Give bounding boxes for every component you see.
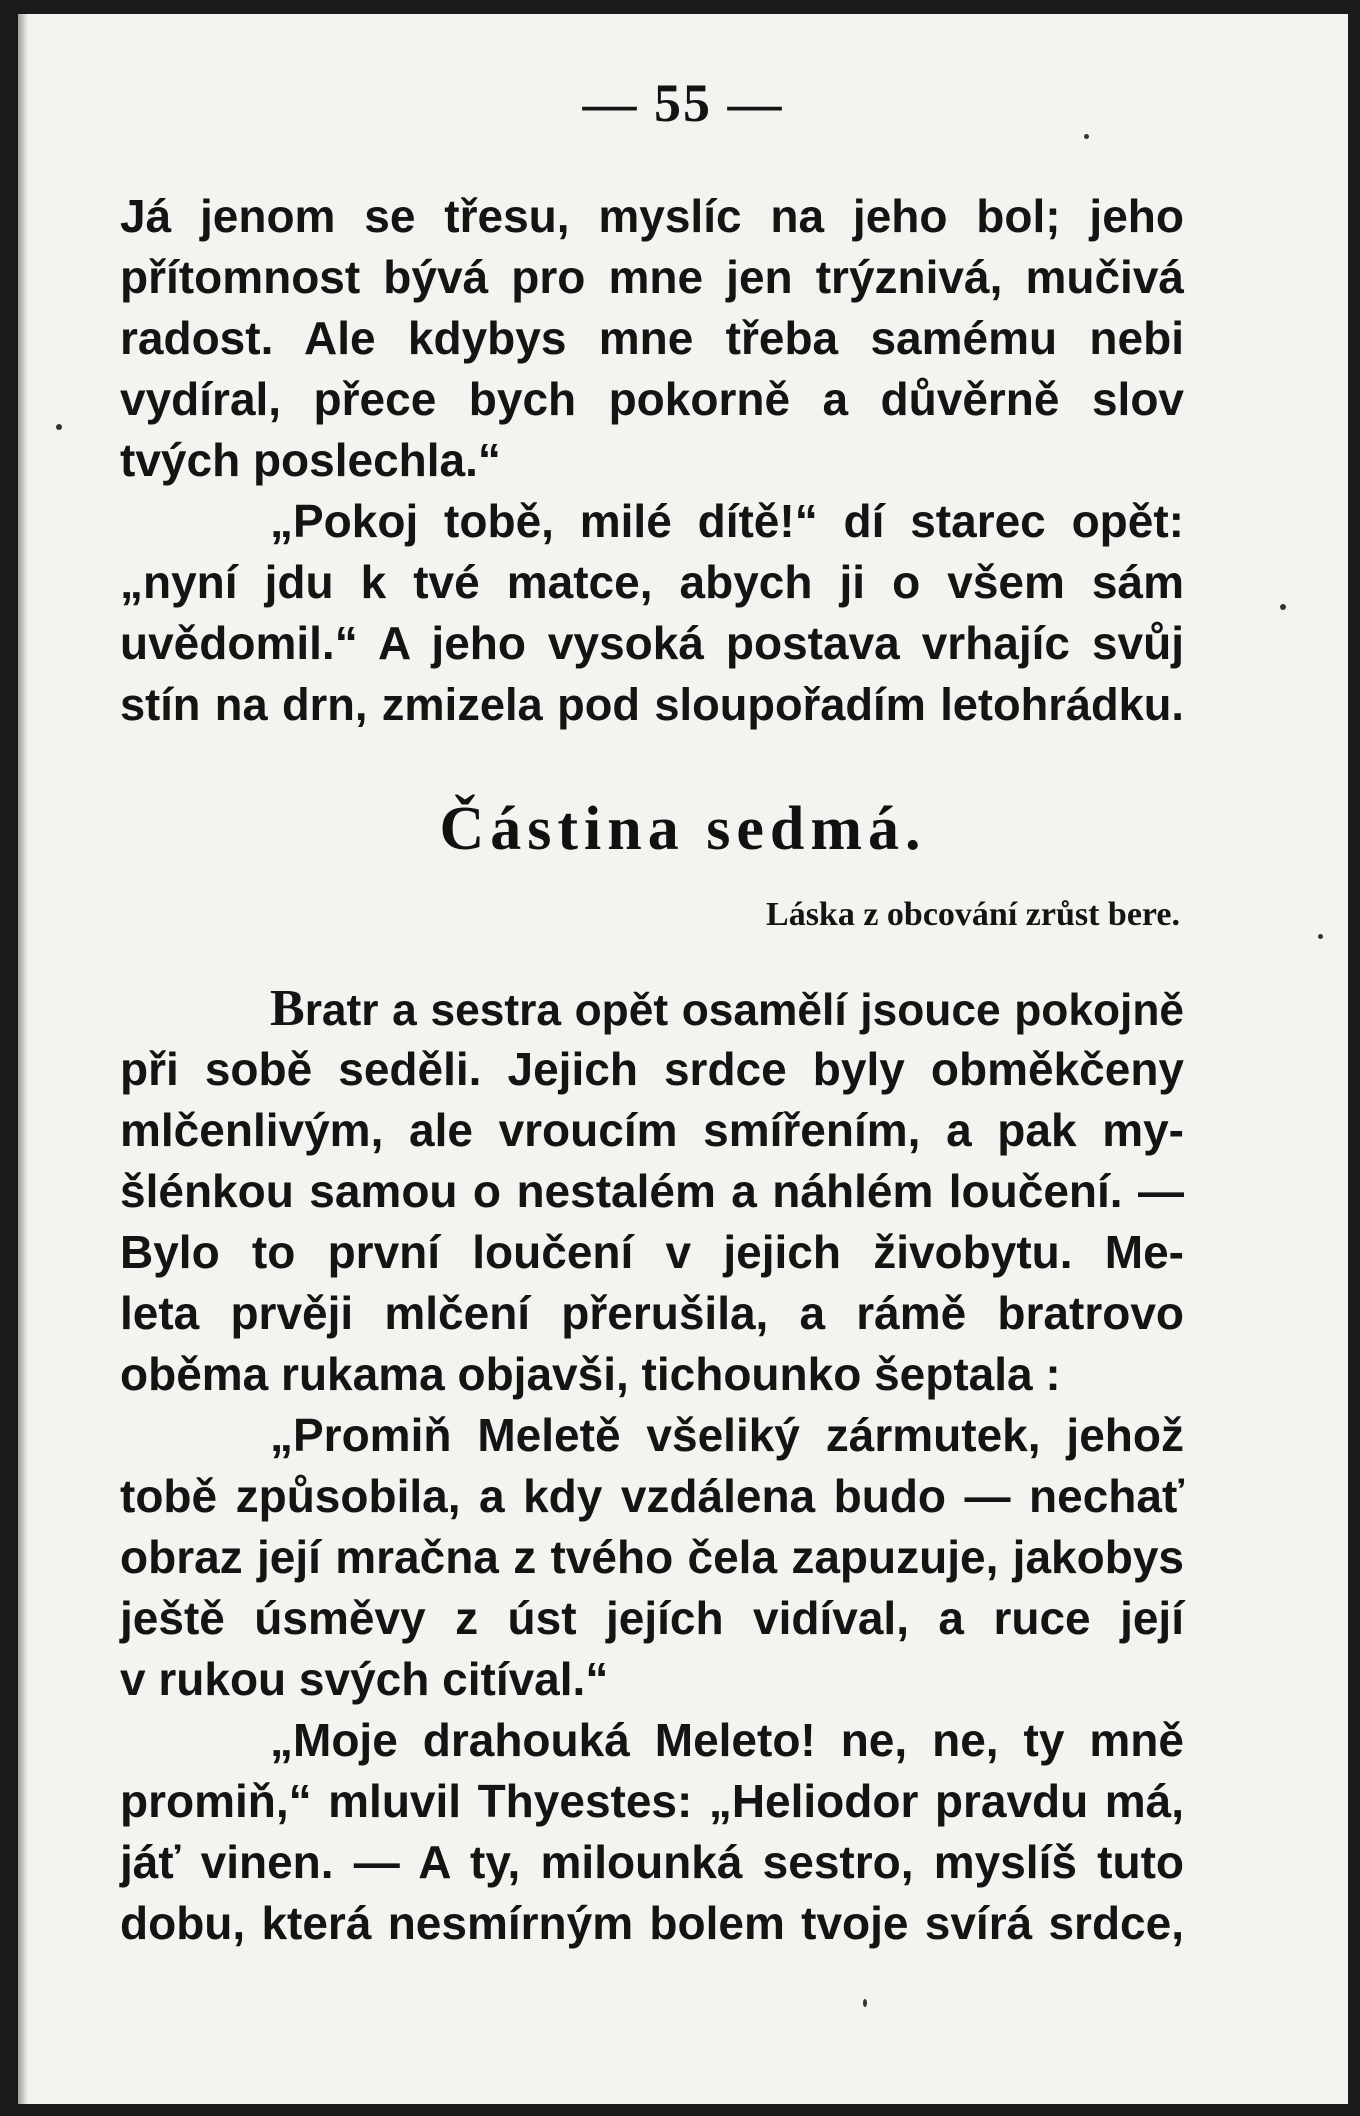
text-line: „Pokoj tobě, milé dítě!“ dí starec opět: bbox=[270, 495, 1184, 547]
text-line-rest: ratr a sestra opět osamělí jsouce pokojně bbox=[304, 986, 1184, 1035]
text-line: tvých poslechla.“ bbox=[120, 434, 501, 486]
text-block-lower bbox=[120, 978, 1184, 1954]
text-line: „nyní jdu k tvé matce, abych ji o všem sám bbox=[120, 556, 1184, 608]
chapter-motto: Láska z obcování zrůst bere. bbox=[766, 896, 1180, 933]
text-line: Já jenom se třesu, myslíc na jeho bol; jeho bbox=[120, 190, 1184, 242]
text-line: Bylo to první loučení v jejich živobytu. Me- bbox=[120, 1226, 1184, 1278]
text-line bbox=[120, 978, 1184, 1039]
text-line: stín na drn, zmizela pod sloupořadím letohrádku. bbox=[120, 679, 1184, 730]
text-line: v rukou svých citíval.“ bbox=[120, 1653, 609, 1705]
text-line: obraz její mračna z tvého čela zapuzuje, jakobys bbox=[120, 1531, 1184, 1583]
book-page bbox=[18, 14, 1348, 2104]
text-line: šlénkou samou o nestalém a náhlém loučení. — bbox=[120, 1165, 1184, 1217]
text-line: mlčenlivým, ale vroucím smířením, a pak my- bbox=[120, 1104, 1184, 1156]
page-number: — 55 — bbox=[582, 73, 784, 133]
print-speck bbox=[1084, 134, 1089, 139]
text-line: tobě způsobila, a kdy vzdálena budo — nechať bbox=[120, 1470, 1184, 1522]
initial-letter: B bbox=[270, 980, 305, 1037]
print-speck bbox=[1318, 934, 1323, 939]
text-line: „Promiň Meletě všeliký zármutek, jehož bbox=[270, 1409, 1184, 1461]
text-line: při sobě seděli. Jejich srdce byly obměkčeny bbox=[120, 1043, 1184, 1095]
print-speck bbox=[56, 424, 62, 430]
text-line: promiň,“ mluvil Thyestes: „Heliodor pravdu má, bbox=[120, 1775, 1184, 1827]
text-line: dobu, která nesmírným bolem tvoje svírá srdce, bbox=[120, 1897, 1184, 1949]
text-line: jáť vinen. — A ty, milounká sestro, myslíš tuto bbox=[120, 1836, 1184, 1888]
text-line: uvědomil.“ A jeho vysoká postava vrhajíc svůj bbox=[120, 617, 1184, 669]
text-line: radost. Ale kdybys mne třeba samému nebi bbox=[120, 312, 1184, 364]
chapter-heading: Částina sedmá. bbox=[439, 795, 927, 863]
text-line: přítomnost bývá pro mne jen trýznivá, mučivá bbox=[120, 251, 1184, 303]
text-line: leta prvěji mlčení přerušila, a rámě bratrovo bbox=[120, 1287, 1184, 1339]
text-line: ještě úsměvy z úst jejích vidíval, a ruce její bbox=[120, 1592, 1184, 1644]
print-speck bbox=[863, 1999, 867, 2007]
text-line: „Moje drahouká Meleto! ne, ne, ty mně bbox=[270, 1714, 1184, 1766]
text-line: oběma rukama objavši, tichounko šeptala : bbox=[120, 1348, 1061, 1400]
text-block-upper bbox=[120, 186, 1184, 735]
text-line: vydíral, přece bych pokorně a důvěrně slov bbox=[120, 373, 1184, 425]
print-speck bbox=[1280, 604, 1286, 610]
